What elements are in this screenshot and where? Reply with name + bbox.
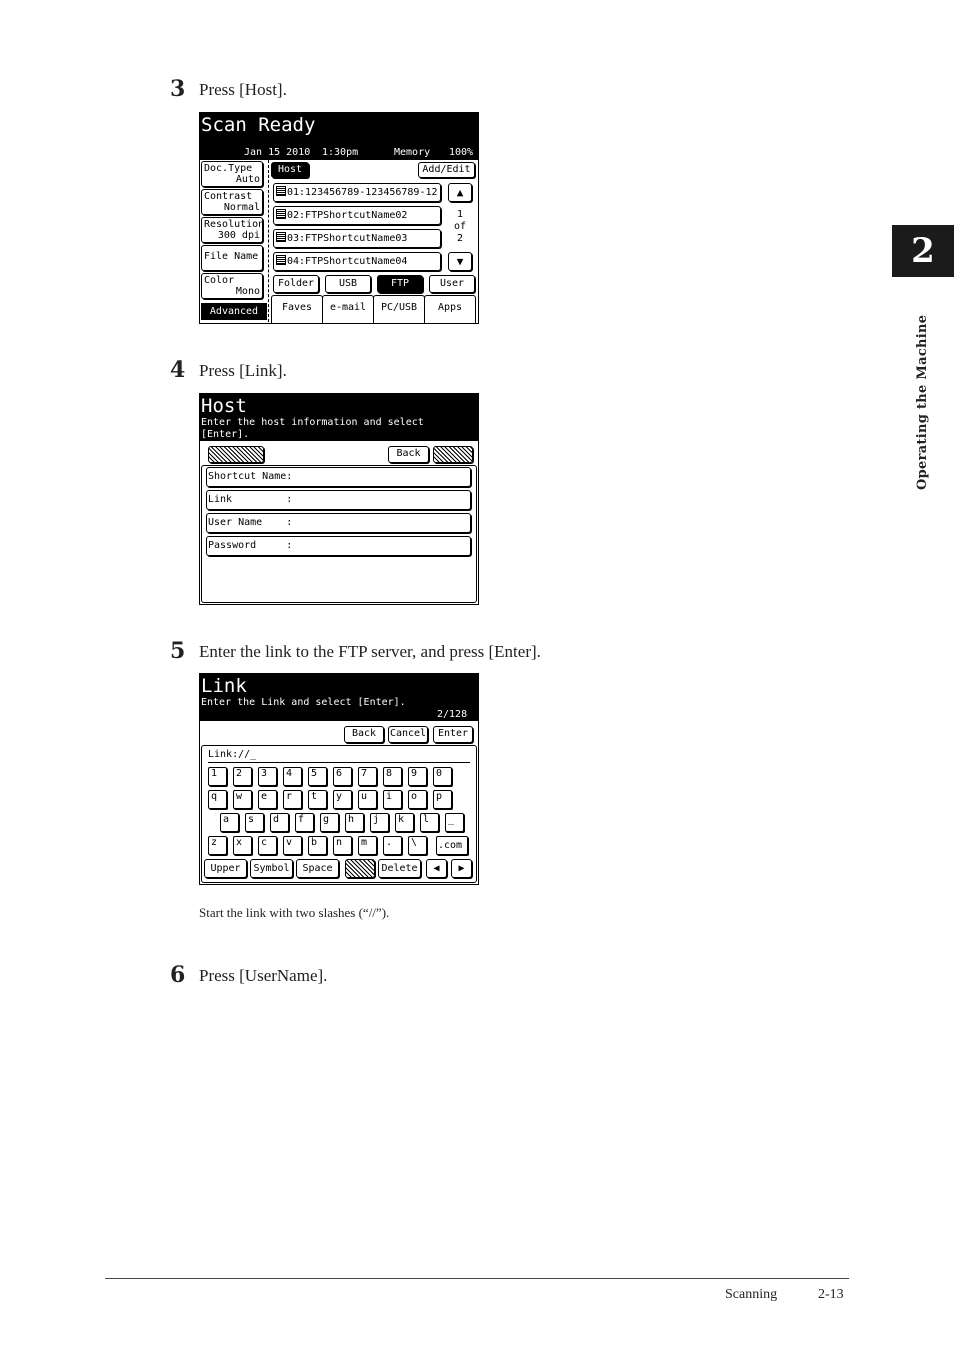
back-button[interactable]: Back — [344, 726, 384, 743]
cursor-right-button[interactable] — [451, 859, 472, 878]
keyboard-key[interactable]: 6 — [333, 767, 352, 786]
keyboard-key[interactable]: u — [358, 790, 377, 809]
keyboard-key[interactable]: d — [270, 813, 289, 832]
ftp-icon — [276, 255, 286, 265]
right-arrow-icon: ▶ — [458, 863, 465, 874]
keyboard-key[interactable]: g — [320, 813, 339, 832]
date-label: Jan 15 2010 — [244, 147, 311, 158]
keyboard-key[interactable]: y — [333, 790, 352, 809]
cursor-left-button[interactable] — [426, 859, 447, 878]
keyboard-key[interactable]: t — [308, 790, 327, 809]
keyboard-key[interactable]: n — [333, 836, 352, 855]
step-number: 5 — [170, 638, 186, 664]
memory-label: Memory — [394, 147, 431, 158]
shortcut-name-field[interactable]: Shortcut Name: — [206, 467, 471, 487]
keyboard-key[interactable]: i — [383, 790, 402, 809]
keyboard-key[interactable]: .com — [436, 836, 468, 855]
link-field[interactable]: Link : — [206, 490, 471, 510]
divider — [268, 160, 270, 322]
page-current: 1 — [456, 209, 464, 220]
scroll-up-button[interactable] — [448, 183, 472, 202]
contrast-button[interactable] — [201, 189, 263, 215]
symbol-key[interactable]: Symbol — [250, 859, 293, 878]
delete-key[interactable]: Delete — [378, 859, 421, 878]
keyboard-key[interactable]: 1 — [208, 767, 227, 786]
keyboard-key[interactable]: 2 — [233, 767, 252, 786]
tab-apps[interactable]: Apps — [424, 295, 476, 324]
screen-header — [200, 113, 478, 160]
step-number: 6 — [170, 962, 186, 988]
next-page-button[interactable] — [433, 446, 473, 463]
up-arrow-icon: ▲ — [456, 186, 464, 199]
keyboard-key[interactable]: l — [420, 813, 439, 832]
keyboard-key[interactable]: a — [220, 813, 239, 832]
step-text: Press [Link]. — [199, 361, 287, 380]
memory-value: 100% — [449, 147, 474, 158]
down-arrow-icon: ▼ — [456, 255, 464, 268]
ftp-icon — [276, 186, 286, 196]
keyboard-key[interactable]: m — [358, 836, 377, 855]
ftp-entry[interactable] — [273, 252, 441, 271]
step-text: Enter the link to the FTP server, and press [Enter]. — [199, 642, 541, 661]
button-label: Resolution — [204, 219, 265, 230]
page-total: 2 — [456, 233, 464, 244]
disabled-key — [345, 859, 375, 878]
ftp-entry[interactable] — [273, 183, 441, 202]
tab-faves[interactable]: Faves — [271, 295, 323, 324]
keyboard-key[interactable]: 3 — [258, 767, 277, 786]
scan-ready-screen — [199, 112, 479, 324]
keyboard-key[interactable]: 9 — [408, 767, 427, 786]
entry-label: 03:FTPShortcutName03 — [287, 233, 408, 244]
link-screen — [199, 673, 479, 885]
ftp-icon — [276, 232, 286, 242]
screen-subtitle: [Enter]. — [201, 429, 250, 440]
usb-button[interactable]: USB — [325, 275, 371, 293]
button-label: File Name — [204, 251, 259, 262]
footer-rule — [105, 1278, 849, 1279]
keyboard-key[interactable]: 0 — [433, 767, 452, 786]
entry-label: 04:FTPShortcutName04 — [287, 256, 408, 267]
keyboard-key[interactable]: h — [345, 813, 364, 832]
screen-header — [200, 394, 478, 441]
cancel-button[interactable]: Cancel — [388, 726, 428, 743]
chapter-tab: 2 — [892, 225, 954, 277]
keyboard-key[interactable]: x — [233, 836, 252, 855]
ftp-entry[interactable] — [273, 229, 441, 248]
keyboard-key[interactable]: s — [245, 813, 264, 832]
step-text: Press [Host]. — [199, 80, 287, 99]
enter-button[interactable]: Enter — [433, 726, 473, 743]
doc-type-button[interactable] — [201, 161, 263, 187]
keyboard-key[interactable]: z — [208, 836, 227, 855]
entry-label: 02:FTPShortcutName02 — [287, 210, 408, 221]
ftp-icon — [276, 209, 286, 219]
keyboard-key[interactable]: q — [208, 790, 227, 809]
step-number: 3 — [170, 76, 186, 102]
footer-page-number: 2-13 — [818, 1287, 844, 1302]
resolution-button[interactable] — [201, 217, 263, 243]
user-name-field[interactable]: User Name : — [206, 513, 471, 533]
space-key[interactable]: Space — [296, 859, 339, 878]
button-value: Auto — [235, 174, 260, 185]
keyboard-key[interactable]: p — [433, 790, 452, 809]
entry-label: 01:123456789-123456789-12 — [287, 187, 438, 198]
keyboard-key[interactable]: f — [295, 813, 314, 832]
ftp-entry[interactable] — [273, 206, 441, 225]
page-indicator — [448, 209, 472, 245]
back-button[interactable]: Back — [388, 446, 429, 463]
tab-pc-usb[interactable]: PC/USB — [373, 295, 425, 324]
keyboard-key[interactable]: 8 — [383, 767, 402, 786]
time-label: 1:30pm — [322, 147, 359, 158]
button-value: Mono — [235, 286, 260, 297]
host-button[interactable]: Host — [271, 162, 309, 178]
keyboard-key[interactable]: e — [258, 790, 277, 809]
screen-title: Host — [201, 395, 247, 417]
keyboard-key[interactable]: . — [383, 836, 402, 855]
keyboard-key[interactable]: 4 — [283, 767, 302, 786]
file-name-button[interactable] — [201, 245, 263, 271]
keyboard-key[interactable]: c — [258, 836, 277, 855]
previous-page-button[interactable] — [208, 446, 264, 463]
step-text: Press [UserName]. — [199, 966, 328, 985]
folder-button[interactable]: Folder — [273, 275, 319, 293]
tab-email[interactable]: e-mail — [322, 295, 374, 324]
keyboard-key[interactable]: b — [308, 836, 327, 855]
keyboard-key[interactable]: _ — [445, 813, 464, 832]
color-button[interactable] — [201, 273, 263, 299]
keyboard-key[interactable]: j — [370, 813, 389, 832]
screen-subtitle: Enter the Link and select [Enter]. — [201, 697, 406, 708]
keyboard-key[interactable]: 5 — [308, 767, 327, 786]
character-counter: 2/128 — [437, 709, 468, 720]
add-edit-button[interactable]: Add/Edit — [418, 162, 475, 178]
upper-key[interactable]: Upper — [204, 859, 247, 878]
keyboard-key[interactable]: k — [395, 813, 414, 832]
note-text: Start the link with two slashes (“//”). — [199, 905, 390, 920]
left-arrow-icon: ◀ — [433, 863, 440, 874]
button-value: 300 dpi — [217, 230, 260, 241]
button-label: Contrast — [204, 191, 253, 202]
keyboard-key[interactable]: o — [408, 790, 427, 809]
button-label: Color — [204, 275, 235, 286]
button-label: Doc.Type — [204, 163, 253, 174]
keyboard-key[interactable]: w — [233, 790, 252, 809]
button-value: Normal — [223, 202, 260, 213]
screen-header — [200, 674, 478, 721]
scroll-down-button[interactable] — [448, 252, 472, 271]
page-of: of — [453, 221, 467, 232]
keyboard-key[interactable]: r — [283, 790, 302, 809]
screen-title: Scan Ready — [201, 114, 316, 136]
keyboard-key[interactable]: 7 — [358, 767, 377, 786]
user-button[interactable]: User — [429, 275, 475, 293]
screen-title: Link — [201, 675, 247, 697]
screen-subtitle: Enter the host information and select — [201, 417, 424, 428]
chapter-title: Operating the Machine — [915, 314, 930, 490]
keyboard-key[interactable]: v — [283, 836, 302, 855]
advanced-button[interactable]: Advanced — [201, 303, 267, 320]
password-field[interactable]: Password : — [206, 536, 471, 556]
keyboard-key[interactable]: \ — [408, 836, 427, 855]
step-number: 4 — [170, 357, 186, 383]
ftp-button[interactable]: FTP — [377, 275, 423, 293]
host-screen — [199, 393, 479, 605]
link-input[interactable]: Link://_ — [208, 748, 470, 763]
footer-section: Scanning — [725, 1287, 778, 1302]
